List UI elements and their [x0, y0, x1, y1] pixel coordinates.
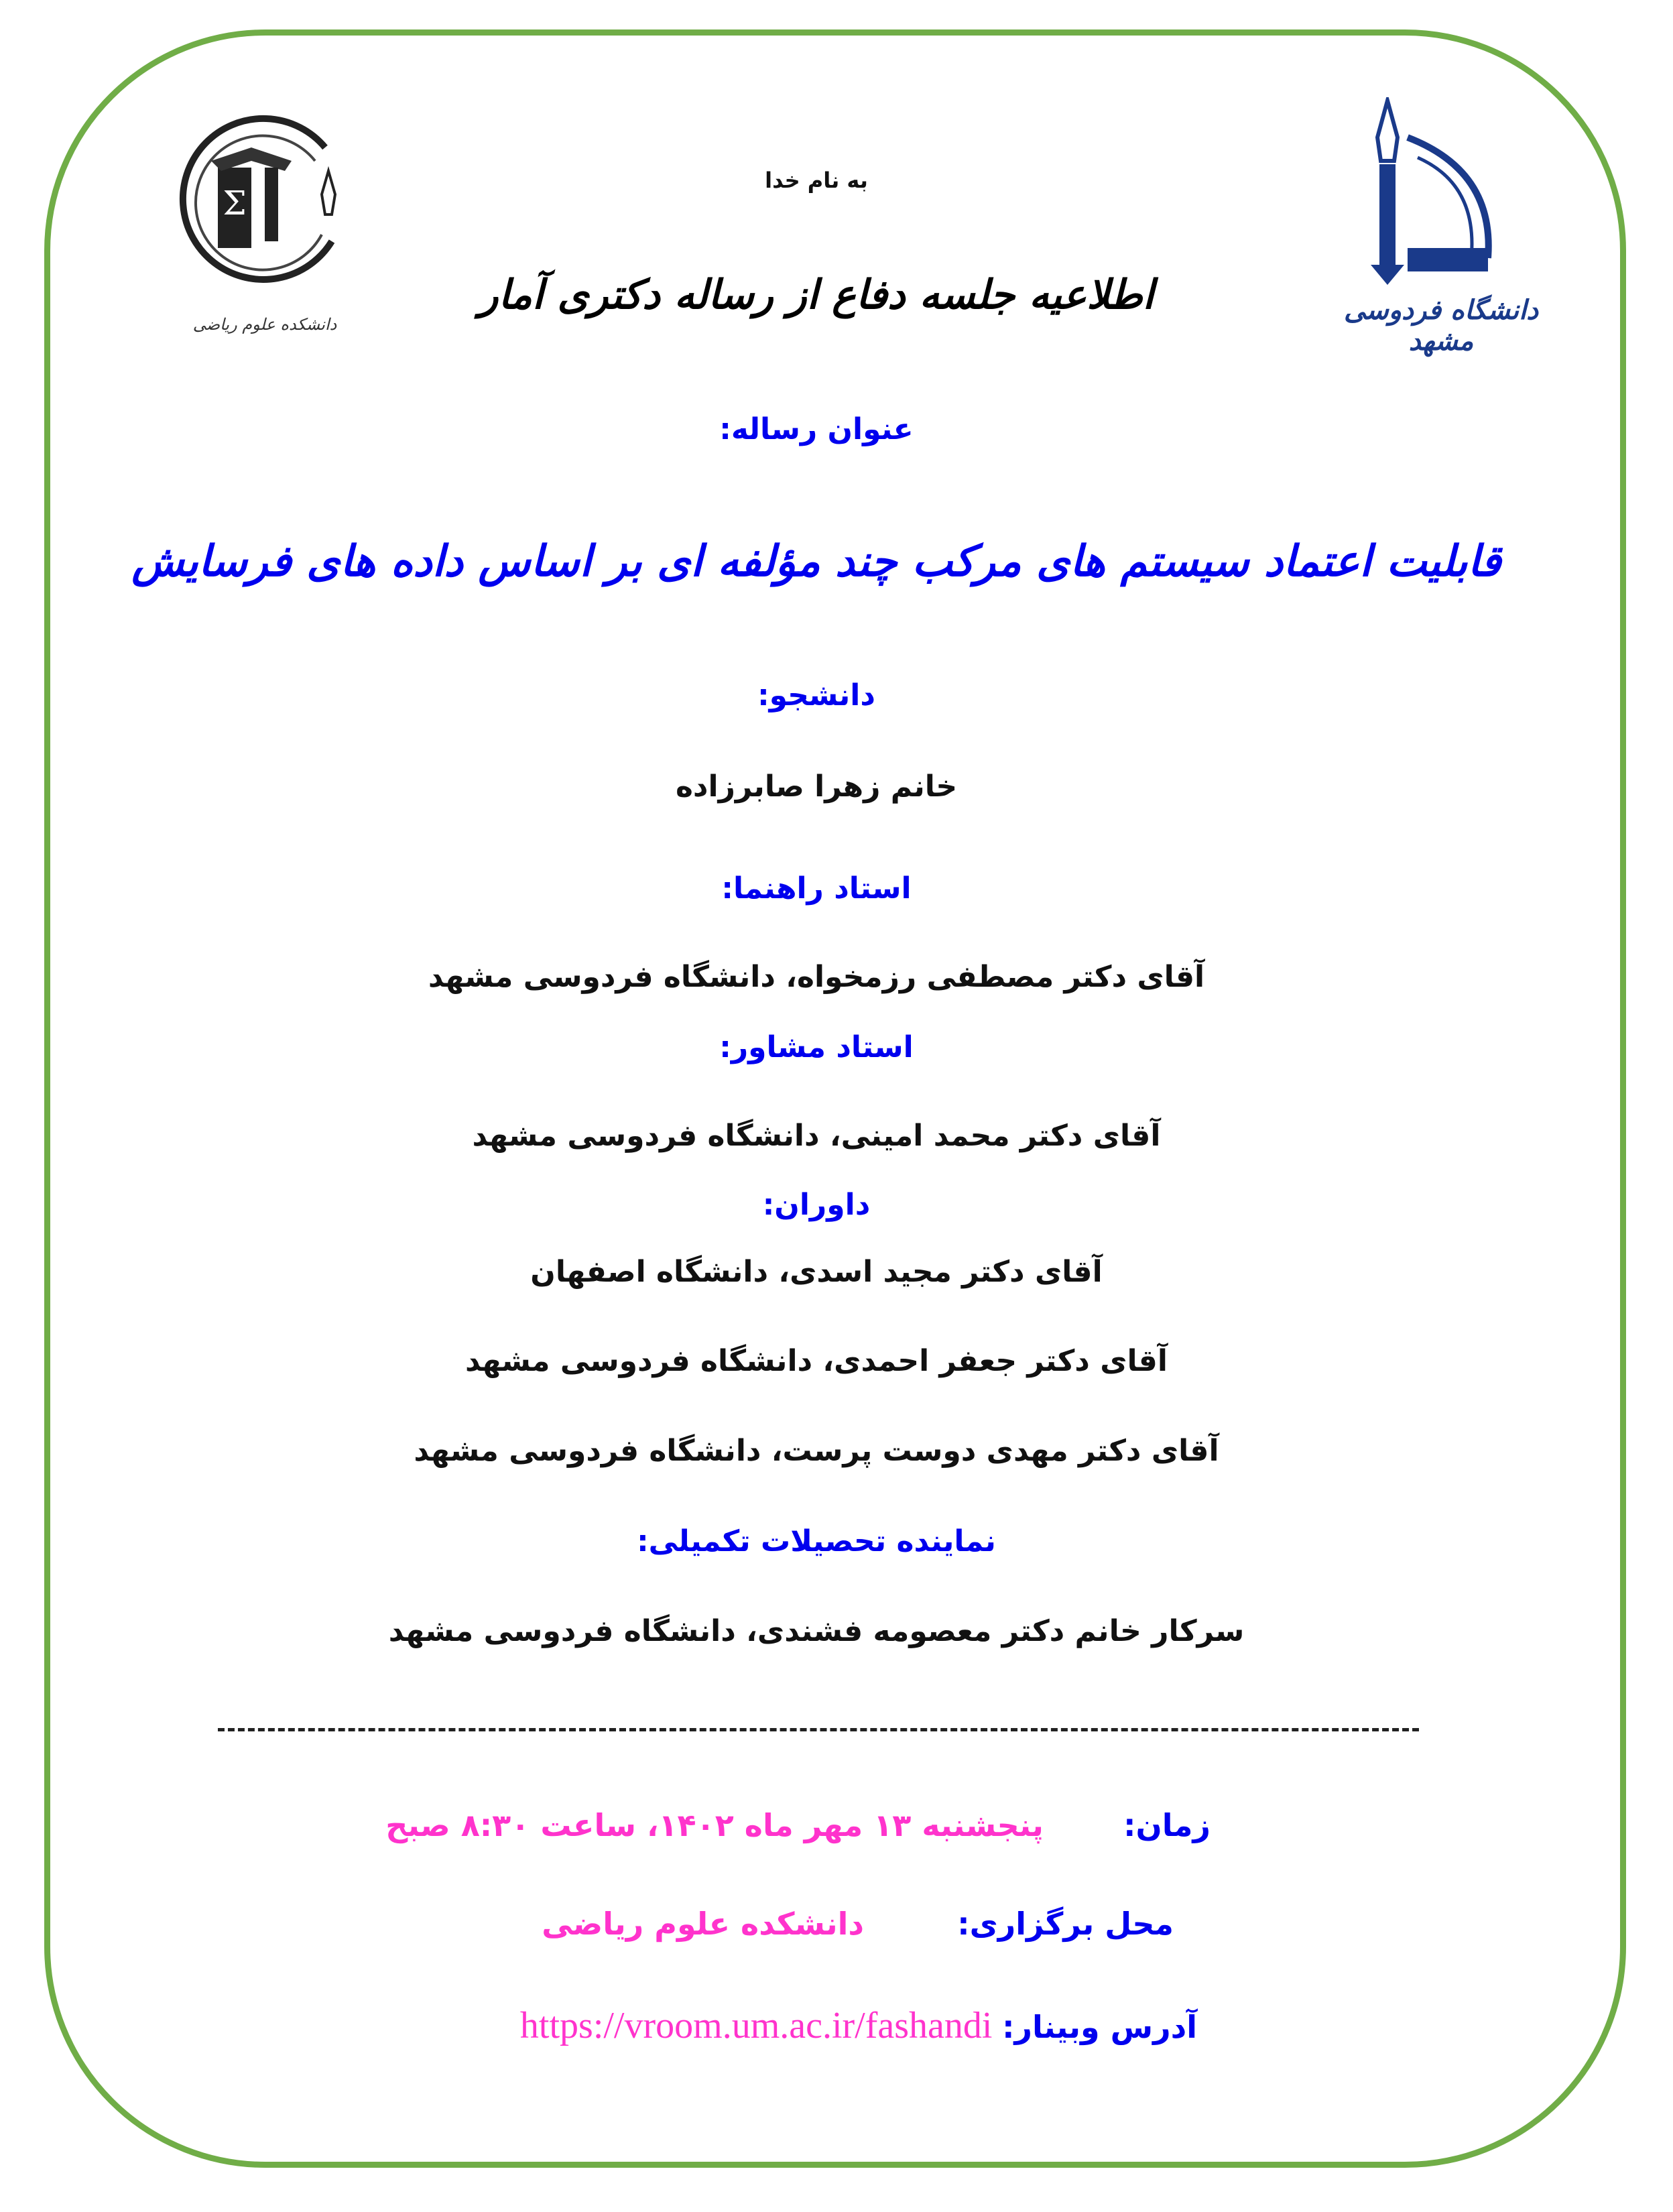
referee-3: آقای دکتر مهدی دوست پرست، دانشگاه فردوسی مشهد [414, 1434, 1219, 1468]
student-name: خانم زهرا صابرزاده [675, 770, 958, 804]
place-row [542, 1906, 1174, 1942]
faculty-logo [171, 107, 359, 362]
university-logo-caption: دانشگاه فردوسی مشهد [1343, 295, 1539, 357]
announcement-title: اطلاعیه جلسه دفاع از رساله دکتری آمار [479, 271, 1154, 318]
advisor-label: استاد مشاور: [719, 1030, 914, 1064]
webinar-label: آدرس وبینار: [1002, 2009, 1197, 2045]
graduate-rep-label: نماینده تحصیلات تکمیلی: [637, 1524, 996, 1558]
referee-2: آقای دکتر جعفر احمدی، دانشگاه فردوسی مشهد [465, 1344, 1168, 1378]
student-label: دانشجو: [757, 678, 875, 713]
referees-label: داوران: [762, 1188, 871, 1222]
graduate-rep-name: سرکار خانم دکتر معصومه فشندی، دانشگاه فردوسی مشهد [388, 1614, 1245, 1648]
supervisor-name: آقای دکتر مصطفی رزمخواه، دانشگاه فردوسی مشهد [428, 960, 1205, 994]
separator-line [218, 1728, 1419, 1731]
place-label: محل برگزاری: [957, 1906, 1174, 1942]
time-value: پنجشنبه ۱۳ مهر ماه ۱۴۰۲، ساعت ۸:۳۰ صبح [385, 1807, 1044, 1843]
thesis-title: قابلیت اعتماد سیستم های مرکب چند مؤلفه ای بر اساس داده های فرسایش [131, 536, 1501, 587]
webinar-link[interactable]: https://vroom.um.ac.ir/fashandi [519, 2005, 993, 2046]
basmala: به نام خدا [765, 168, 868, 193]
advisor-name: آقای دکتر محمد امینی، دانشگاه فردوسی مشهد [472, 1119, 1161, 1153]
thesis-label: عنوان رساله: [719, 412, 914, 446]
university-emblem-icon [1334, 97, 1548, 292]
time-label: زمان: [1123, 1807, 1211, 1843]
place-value: دانشکده علوم ریاضی [542, 1906, 864, 1942]
time-row [385, 1807, 1211, 1843]
supervisor-label: استاد راهنما: [721, 871, 912, 906]
faculty-logo-caption: دانشکده علوم ریاضی [192, 315, 337, 334]
referee-1: آقای دکتر مجید اسدی، دانشگاه اصفهان [530, 1255, 1103, 1289]
svg-text:Σ: Σ [223, 184, 247, 223]
webinar-row [520, 2004, 1197, 2047]
